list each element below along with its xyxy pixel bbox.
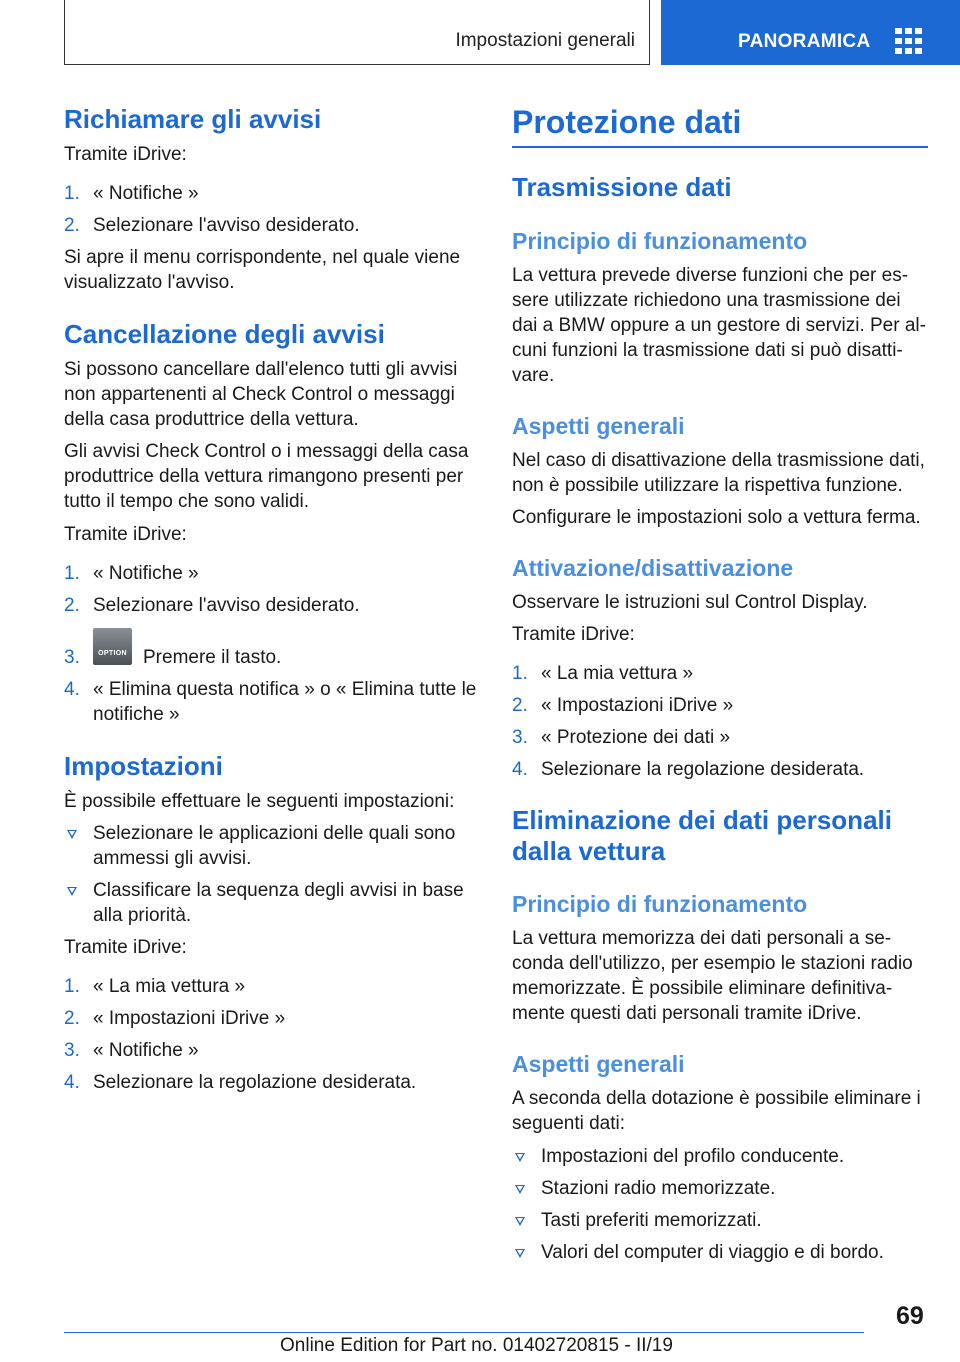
paragraph: produttrice della vettura rimangono presenti per <box>64 466 464 487</box>
paragraph: Si possono cancellare dall'elenco tutti gli avvisi <box>64 359 458 380</box>
paragraph: Tramite iDrive: <box>64 144 187 165</box>
heading-attivazione: Attivazione/disattivazione <box>512 555 794 581</box>
heading-aspetti: Aspetti generali <box>512 413 685 439</box>
overview-nav-button[interactable] <box>661 0 960 65</box>
paragraph: vare. <box>512 365 555 386</box>
header-section <box>64 0 650 65</box>
footer-edition: Online Edition for Part no. 01402720815 - II/19 <box>280 1335 673 1356</box>
triangle-bullet-icon <box>67 887 77 896</box>
paragraph: Nel caso di disattivazione della trasmissione dati, <box>512 450 925 471</box>
paragraph: Tramite iDrive: <box>64 524 187 545</box>
paragraph: mente questi dati personali tramite iDrive. <box>512 1003 862 1024</box>
heading-richiamare: Richiamare gli avvisi <box>64 104 322 134</box>
paragraph: La vettura memorizza dei dati personali a se- <box>512 928 892 949</box>
heading-principio: Principio di funzionamento <box>512 891 808 917</box>
paragraph: Tramite iDrive: <box>512 624 635 645</box>
paragraph: non appartenenti al Check Control o messaggi <box>64 384 455 405</box>
triangle-bullet-icon <box>515 1153 525 1162</box>
page-number: 69 <box>896 1302 924 1330</box>
paragraph: visualizzato l'avviso. <box>64 272 235 293</box>
paragraph: Si apre il menu corrispondente, nel quale viene <box>64 247 461 268</box>
paragraph: A seconda della dotazione è possibile eliminare i <box>512 1088 921 1109</box>
paragraph: memorizzate. È possibile eliminare definitiva- <box>512 978 893 999</box>
heading-impostazioni: Impostazioni <box>64 751 223 781</box>
heading-trasmissione: Trasmissione dati <box>512 172 732 202</box>
paragraph: Osservare le istruzioni sul Control Display. <box>512 592 868 613</box>
triangle-bullet-icon <box>67 830 77 839</box>
heading-eliminazione: Eliminazione dei dati personali dalla vettura <box>512 805 892 866</box>
footer-rule <box>64 1332 864 1333</box>
heading-rule <box>512 146 928 148</box>
grid-icon <box>895 28 923 54</box>
triangle-bullet-icon <box>515 1217 525 1226</box>
heading-cancellazione: Cancellazione degli avvisi <box>64 319 385 349</box>
option-button-icon: OPTION <box>93 628 132 665</box>
paragraph: È possibile effettuare le seguenti impostazioni: <box>64 791 455 812</box>
paragraph: cuni funzioni la trasmissione dati si può disatti- <box>512 340 903 361</box>
triangle-bullet-icon <box>515 1249 525 1258</box>
paragraph: sere utilizzate richiedono una trasmissione dei <box>512 290 901 311</box>
paragraph: Configurare le impostazioni solo a vettura ferma. <box>512 507 921 528</box>
heading-protezione: Protezione dati <box>512 104 742 140</box>
heading-principio: Principio di funzionamento <box>512 228 808 254</box>
paragraph: seguenti dati: <box>512 1113 626 1134</box>
paragraph: dai a BMW oppure a un gestore di servizi. Per al- <box>512 315 926 336</box>
paragraph: La vettura prevede diverse funzioni che per es- <box>512 265 909 286</box>
triangle-bullet-icon <box>515 1185 525 1194</box>
heading-aspetti: Aspetti generali <box>512 1051 685 1077</box>
paragraph: conda dell'utilizzo, per esempio le stazioni radio <box>512 953 913 974</box>
paragraph: Gli avvisi Check Control o i messaggi della casa <box>64 441 469 462</box>
paragraph: non è possibile utilizzare la rispettiva funzione. <box>512 475 903 496</box>
paragraph: della casa produttrice della vettura. <box>64 409 359 430</box>
header-section-title: Impostazioni generali <box>455 30 635 51</box>
overview-nav-label: PANORAMICA <box>738 31 871 52</box>
paragraph: Tramite iDrive: <box>64 937 187 958</box>
paragraph: tutto il tempo che sono validi. <box>64 491 310 512</box>
